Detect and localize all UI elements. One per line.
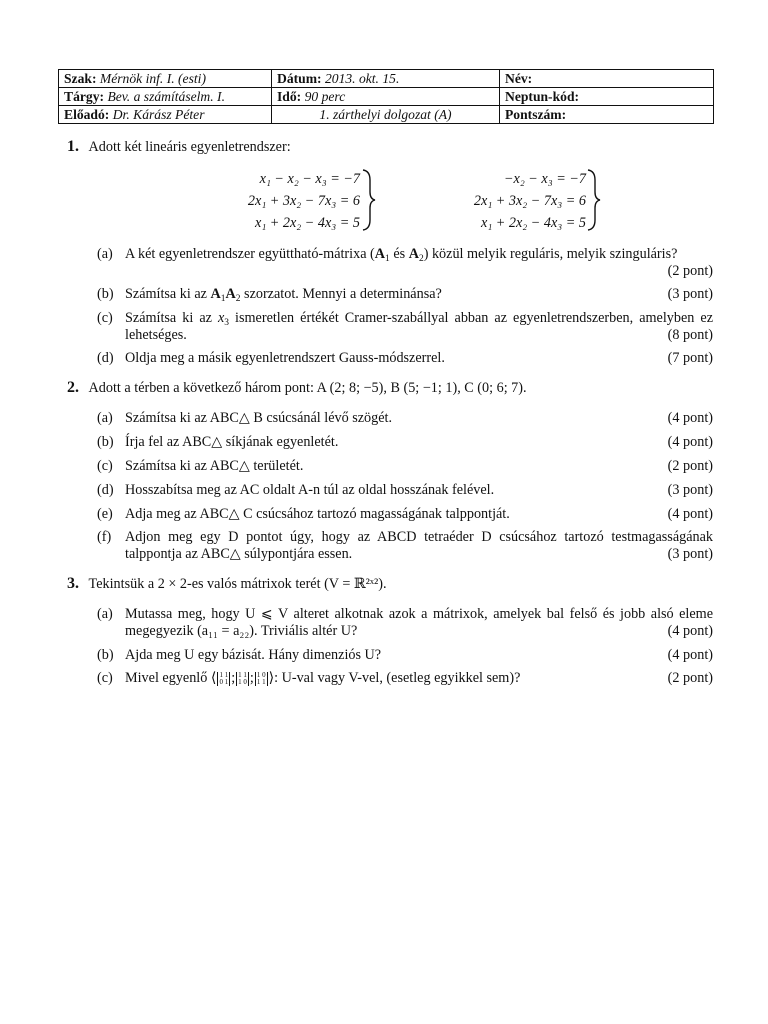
q2-item-a xyxy=(97,410,713,428)
item-points: (4 pont) xyxy=(667,410,713,426)
q1-item-b xyxy=(97,286,713,304)
q2-item-e xyxy=(97,506,713,524)
item-text: Mutassa meg, hogy U ⩽ V alteret alkotnak azok a mátrixok, amelyek bal felső és jobb alsó eleme megegyezik (a₁₁ = a₂₂). Triviális altér U? xyxy=(125,606,713,639)
item-label: (c) xyxy=(97,670,113,686)
eq1-line3: x₁ + 2x₂ − 4x₃ = 5 xyxy=(255,215,360,231)
item-text: Ajda meg U egy bázisát. Hány dimenziós U? xyxy=(125,647,382,663)
q3-number: 3. xyxy=(67,575,79,592)
item-points: (2 pont) xyxy=(667,458,713,474)
q2-heading xyxy=(67,379,527,397)
q2-item-c xyxy=(97,458,713,476)
item-points: (2 pont) xyxy=(667,263,713,279)
item-points: (4 pont) xyxy=(667,623,713,639)
item-label: (e) xyxy=(97,506,113,522)
q1-intro: Adott két lineáris egyenletrendszer: xyxy=(88,139,291,155)
item-points: (3 pont) xyxy=(667,546,713,562)
item-label: (a) xyxy=(97,410,113,426)
matrix-1: 1 1 0 1 xyxy=(219,670,229,686)
item-text: Írja fel az ABC△ síkjának egyenletét. xyxy=(125,434,339,450)
q1-item-a xyxy=(97,246,713,282)
eq1-line1: x₁ − x₂ − x₃ = −7 xyxy=(259,171,360,187)
item-points: (4 pont) xyxy=(667,647,713,663)
eq2-line2: 2x₁ + 3x₂ − 7x₃ = 6 xyxy=(473,193,586,209)
item-points: (4 pont) xyxy=(667,434,713,450)
q3-item-c xyxy=(97,670,713,688)
pontszam-cell[interactable]: Pontszám: xyxy=(500,106,714,124)
item-points: (2 pont) xyxy=(667,670,713,686)
eq2-line1: −x₂ − x₃ = −7 xyxy=(503,171,586,187)
item-text: Számítsa ki az ABC△ B csúcsánál lévő szögét. xyxy=(125,410,393,426)
item-label: (f) xyxy=(97,529,112,545)
item-label: (b) xyxy=(97,647,114,663)
q2-item-b xyxy=(97,434,713,452)
neptun-cell[interactable]: Neptun-kód: xyxy=(500,88,714,106)
q2-number: 2. xyxy=(67,379,79,396)
equation-system-2 xyxy=(430,168,586,234)
item-text: Adjon meg egy D pontot úgy, hogy az ABCD tetraéder D csúcsához tartozó testmagasságának talppontja az ABC△ súlypontjára essen. xyxy=(125,529,713,562)
item-points: (8 pont) xyxy=(667,327,713,343)
eq2-line3: x₁ + 2x₂ − 4x₃ = 5 xyxy=(481,215,586,231)
q1-item-d xyxy=(97,350,713,368)
item-text: Hosszabítsa meg az AC oldalt A-n túl az oldal hosszának felével. xyxy=(125,482,495,498)
eq1-line2: 2x₁ + 3x₂ − 7x₃ = 6 xyxy=(247,193,360,209)
item-points: (4 pont) xyxy=(667,506,713,522)
right-brace-icon xyxy=(586,168,602,232)
targy-cell: Tárgy: Bev. a számításelm. I. xyxy=(59,88,272,106)
matrix-3: 1 0 1 1 xyxy=(256,670,266,686)
item-points: (3 pont) xyxy=(667,286,713,302)
item-text: Számítsa ki az ABC△ területét. xyxy=(125,458,304,474)
nev-cell[interactable]: Név: xyxy=(500,70,714,88)
q2-item-f xyxy=(97,529,713,565)
item-text: Adja meg az ABC△ C csúcsához tartozó magasságának talppontját. xyxy=(125,506,510,522)
item-label: (b) xyxy=(97,286,114,302)
item-label: (c) xyxy=(97,310,113,326)
item-text: Számítsa ki az $x_3$ ismeretlen értékét Cramer-szabállyal abban az egyenletrendszerben, amelyben ez lehetséges. xyxy=(125,310,713,343)
matrix-2: 1 1 1 0 xyxy=(238,670,247,686)
item-text: Mivel egyenlő ⟨ 1 1 0 1 ; 1 1 1 0 ; 1 0 1 1 ⟩: U-val vagy V-vel, (esetleg egyikkel sem)? xyxy=(125,670,521,686)
item-text: Számítsa ki az $A_1A_2$ szorzatot. Mennyi a determinánsa? xyxy=(125,286,442,304)
dolgozat-cell: 1. zárthelyi dolgozat (A) xyxy=(272,106,500,124)
q3-item-a xyxy=(97,606,713,642)
datum-cell: Dátum: 2013. okt. 15. xyxy=(272,70,500,88)
q1-item-c xyxy=(97,310,713,346)
item-label: (d) xyxy=(97,482,114,498)
equation-system-1 xyxy=(196,168,360,234)
item-text: Oldja meg a másik egyenletrendszert Gauss-módszerrel. xyxy=(125,350,445,366)
q3-heading xyxy=(67,575,387,593)
q2-item-d xyxy=(97,482,713,500)
item-points: (7 pont) xyxy=(667,350,713,366)
ido-cell: Idő: 90 perc xyxy=(272,88,500,106)
right-brace-icon xyxy=(361,168,377,232)
szak-cell: Szak: Mérnök inf. I. (esti) xyxy=(59,70,272,88)
q1-heading xyxy=(67,138,291,156)
item-label: (d) xyxy=(97,350,114,366)
q2-intro: Adott a térben a következő három pont: A (2; 8; −5), B (5; −1; 1), C (0; 6; 7). xyxy=(88,380,527,396)
item-label: (a) xyxy=(97,246,113,262)
item-points: (3 pont) xyxy=(667,482,713,498)
header-table xyxy=(58,69,714,124)
eloado-cell: Előadó: Dr. Kárász Péter xyxy=(59,106,272,124)
item-label: (b) xyxy=(97,434,114,450)
q1-number: 1. xyxy=(67,138,79,155)
item-label: (a) xyxy=(97,606,113,622)
q3-item-b xyxy=(97,647,713,665)
q3-intro: Tekintsük a 2 × 2-es valós mátrixok terét (V = ℝ²ˣ²). xyxy=(88,576,387,592)
item-text: A két egyenletrendszer együttható-mátrixa ($A_1$ és $A_2$) közül melyik reguláris, melyik szinguláris? xyxy=(125,246,678,264)
item-label: (c) xyxy=(97,458,113,474)
